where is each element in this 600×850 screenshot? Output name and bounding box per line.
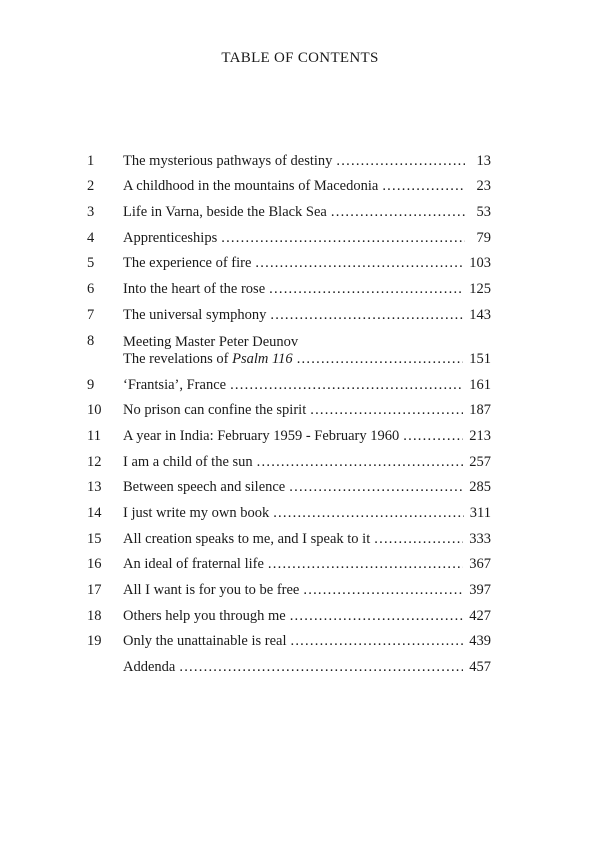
page-number: 367 — [469, 556, 491, 573]
page-number: 103 — [469, 255, 491, 272]
toc-entry — [87, 471, 491, 497]
dot-leader — [270, 307, 463, 324]
page-number: 125 — [469, 281, 491, 298]
chapter-number: 10 — [87, 402, 102, 419]
chapter-title: Into the heart of the rose — [123, 281, 266, 298]
chapter-number: 16 — [87, 556, 102, 573]
page-number: 23 — [476, 178, 491, 195]
toc-entry — [87, 496, 491, 522]
page-number: 457 — [469, 659, 491, 676]
page-number: 257 — [469, 453, 491, 470]
chapter-number: 17 — [87, 582, 102, 598]
toc-entry — [87, 195, 491, 221]
page-number: 311 — [469, 504, 491, 521]
chapter-title: A childhood in the mountains of Macedonia — [123, 178, 379, 195]
dot-leader — [221, 230, 465, 247]
chapter-title: Meeting Master Peter Deunov — [123, 333, 299, 350]
page-number: 187 — [469, 402, 491, 419]
chapter-title: The experience of fire — [123, 255, 252, 272]
toc-entry — [87, 650, 491, 676]
table-of-contents — [87, 144, 491, 676]
chapter-number: 18 — [87, 607, 102, 624]
toc-entry — [87, 548, 491, 574]
chapter-number: 2 — [87, 178, 95, 195]
toc-entry — [87, 221, 491, 247]
dot-leader — [230, 377, 463, 394]
chapter-title: No prison can confine the spirit — [123, 402, 307, 419]
chapter-subtitle: The revelations of Psalm 116 — [123, 350, 293, 367]
toc-entry — [87, 144, 491, 170]
chapter-number: 5 — [87, 255, 95, 272]
chapter-number: 4 — [87, 229, 95, 246]
chapter-number: 13 — [87, 479, 102, 496]
chapter-title: I am a child of the sun — [123, 453, 253, 470]
page-number: 213 — [469, 427, 491, 444]
chapter-title: Only the unattainable is real — [123, 633, 287, 650]
dot-leader — [297, 351, 464, 368]
dot-leader — [268, 556, 463, 573]
dot-leader — [403, 428, 463, 445]
chapter-number: 15 — [87, 530, 102, 547]
page-number: 161 — [469, 376, 491, 393]
chapter-number: 9 — [87, 376, 95, 393]
chapter-number: 14 — [87, 504, 102, 521]
dot-leader — [290, 608, 464, 625]
dot-leader — [382, 178, 465, 195]
page-number: 285 — [469, 479, 491, 496]
toc-entry — [87, 419, 491, 445]
page-number: 151 — [469, 350, 491, 367]
toc-entry — [87, 272, 491, 298]
chapter-number: 6 — [87, 281, 95, 298]
chapter-title: A year in India: February 1959 - February 1960 — [123, 427, 400, 444]
toc-entry — [87, 625, 491, 651]
dot-leader — [310, 402, 463, 419]
chapter-number: 1 — [87, 152, 95, 169]
dot-leader — [289, 479, 463, 496]
toc-entry — [87, 573, 491, 599]
dot-leader — [336, 153, 465, 170]
toc-entry — [87, 298, 491, 324]
toc-entry — [87, 170, 491, 196]
toc-entry — [87, 394, 491, 420]
chapter-title: Life in Varna, beside the Black Sea — [123, 204, 327, 221]
toc-entry — [87, 522, 491, 548]
dot-leader — [273, 505, 464, 522]
page-number: 439 — [469, 633, 491, 650]
chapter-number: 7 — [87, 306, 95, 323]
page-number: 143 — [469, 306, 491, 323]
addenda-title: Addenda — [123, 659, 176, 676]
chapter-title: Others help you through me — [123, 607, 286, 624]
toc-entry — [87, 324, 491, 368]
chapter-number: 3 — [87, 204, 95, 221]
chapter-title: The mysterious pathways of destiny — [123, 152, 333, 169]
chapter-title: Between speech and silence — [123, 479, 286, 496]
dot-leader — [179, 659, 463, 676]
page-number: 79 — [476, 229, 491, 246]
chapter-title: I just write my own book — [123, 504, 270, 521]
page-number: 333 — [469, 530, 491, 547]
dot-leader — [290, 633, 463, 650]
chapter-title: All I want is for you to be free — [123, 582, 300, 598]
chapter-number: 8 — [87, 332, 95, 349]
chapter-title: Apprenticeships — [123, 229, 218, 246]
dot-leader — [331, 204, 465, 221]
dot-leader — [257, 454, 464, 471]
chapter-title: The universal symphony — [123, 306, 267, 323]
dot-leader — [269, 281, 463, 298]
dot-leader — [255, 255, 463, 272]
page-number: 427 — [469, 607, 491, 624]
toc-entry — [87, 247, 491, 273]
page-number: 13 — [476, 152, 491, 169]
chapter-number: 19 — [87, 633, 102, 650]
dot-leader — [303, 582, 463, 599]
chapter-title: All creation speaks to me, and I speak to it — [123, 530, 371, 547]
page-title: TABLE OF CONTENTS — [221, 50, 379, 66]
chapter-title: An ideal of fraternal life — [123, 556, 264, 573]
psalm-title: Psalm 116 — [232, 350, 293, 367]
page-number: 53 — [476, 204, 491, 221]
toc-entry — [87, 599, 491, 625]
page-number: 397 — [469, 582, 491, 598]
toc-entry — [87, 368, 491, 394]
chapter-number: 11 — [87, 427, 101, 444]
toc-entry — [87, 445, 491, 471]
dot-leader — [374, 531, 463, 548]
chapter-title: ‘Frantsia’, France — [123, 376, 227, 393]
chapter-number: 12 — [87, 453, 102, 470]
